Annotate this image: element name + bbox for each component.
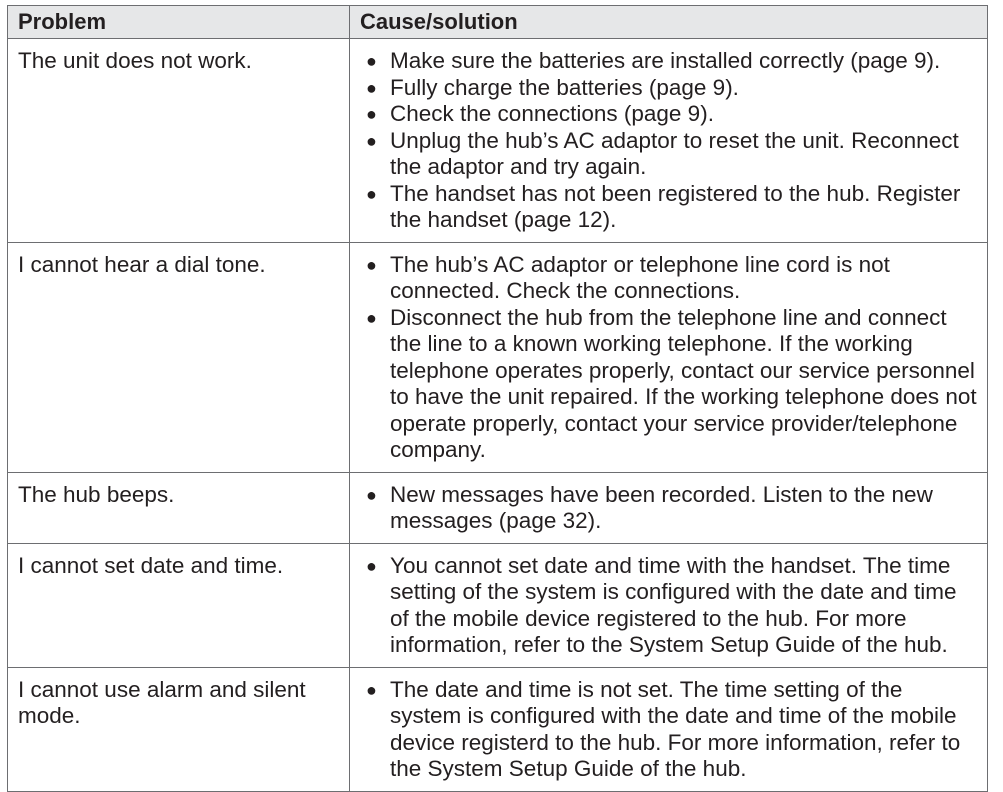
cause-cell [350, 667, 988, 791]
cause-item [360, 252, 977, 305]
table-header [8, 6, 988, 39]
bullet-icon: ● [366, 183, 377, 204]
cause-item [360, 181, 977, 234]
header-row [8, 6, 988, 39]
cause-list [360, 553, 977, 659]
bullet-icon: ● [366, 307, 377, 328]
cause-text: The date and time is not set. The time setting of the system is configured with the date and time of the mobile device registerd to the hub. For more information, refer to the System Setup Guide of the hub. [390, 676, 961, 781]
cause-text: You cannot set date and time with the handset. The time setting of the system is configured with the date and time of the mobile device registered to the hub. For more information, refer to the System Setup Guide of the hub. [390, 552, 957, 657]
table-row [8, 242, 988, 472]
cause-list [360, 482, 977, 535]
troubleshooting-table [7, 5, 988, 792]
bullet-icon: ● [366, 254, 377, 275]
cause-text: Check the connections (page 9). [390, 101, 714, 126]
cause-item [360, 101, 977, 128]
table-body [8, 39, 988, 792]
bullet-icon: ● [366, 51, 377, 71]
cause-text: The hub’s AC adaptor or telephone line cord is not connected. Check the connections. [390, 251, 890, 303]
table-row [8, 472, 988, 543]
cause-item [360, 677, 977, 783]
problem-cell: I cannot set date and time. [8, 543, 350, 667]
cause-column-header: Cause/solution [350, 6, 988, 39]
bullet-icon: ● [366, 130, 377, 151]
table-row [8, 667, 988, 791]
cause-cell [350, 472, 988, 543]
cause-cell [350, 242, 988, 472]
cause-item [360, 75, 977, 102]
table-row [8, 39, 988, 243]
bullet-icon: ● [366, 555, 377, 576]
cause-text: The handset has not been registered to the hub. Register the handset (page 12). [390, 180, 961, 232]
cause-text: Fully charge the batteries (page 9). [390, 74, 739, 100]
table-row [8, 543, 988, 667]
cause-text: New messages have been recorded. Listen to the new messages (page 32). [390, 481, 933, 533]
problem-cell: The hub beeps. [8, 472, 350, 543]
cause-list [360, 677, 977, 783]
bullet-icon: ● [366, 77, 377, 98]
cause-cell [350, 39, 988, 243]
cause-list [360, 252, 977, 464]
problem-cell: The unit does not work. [8, 39, 350, 243]
cause-item [360, 128, 977, 181]
cause-cell [350, 543, 988, 667]
cause-text: Make sure the batteries are installed correctly (page 9). [390, 48, 941, 73]
cause-text: Unplug the hub’s AC adaptor to reset the unit. Reconnect the adaptor and try again. [390, 127, 959, 179]
cause-item [360, 305, 977, 464]
bullet-icon: ● [366, 104, 377, 124]
bullet-icon: ● [366, 679, 377, 700]
problem-cell: I cannot hear a dial tone. [8, 242, 350, 472]
cause-text: Disconnect the hub from the telephone line and connect the line to a known working telephone. If the working telephone operates properly, contact our service personnel to have the unit repaired. If the working telephone does not operate properly, contact your service provider/telephone company. [390, 304, 977, 462]
problem-cell: I cannot use alarm and silent mode. [8, 667, 350, 791]
bullet-icon: ● [366, 484, 377, 505]
problem-column-header: Problem [8, 6, 350, 39]
cause-item [360, 482, 977, 535]
cause-list [360, 48, 977, 234]
cause-item [360, 48, 977, 75]
cause-item [360, 553, 977, 659]
